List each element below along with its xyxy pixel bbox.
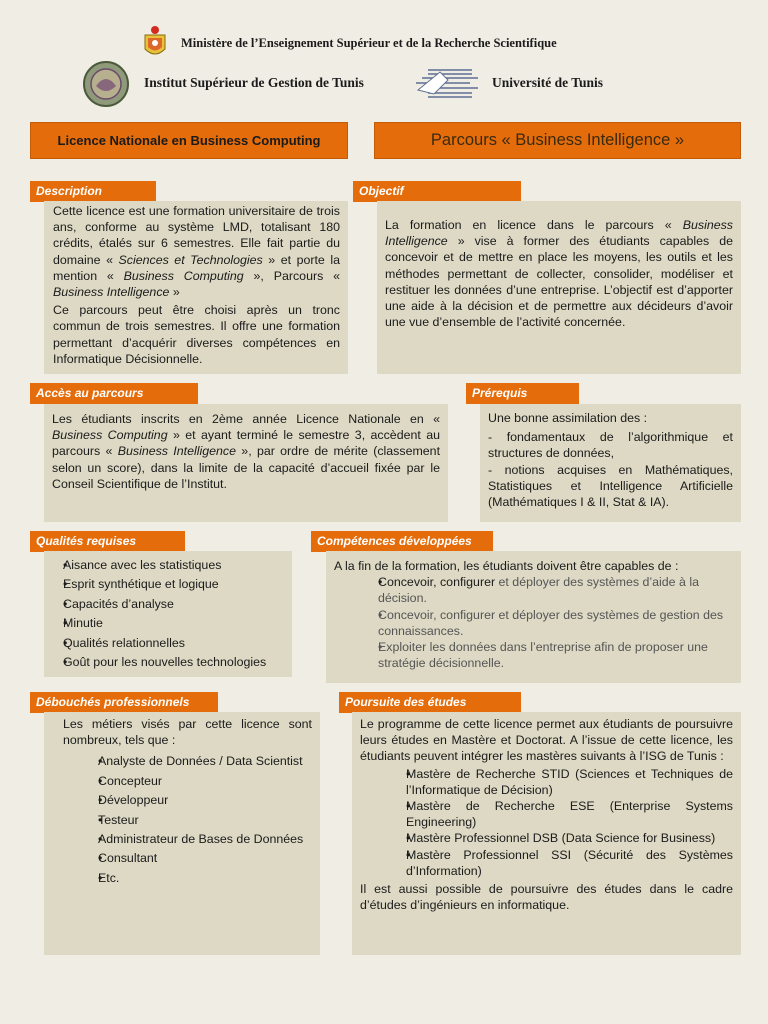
description-box xyxy=(44,201,348,374)
competences-box xyxy=(326,551,741,683)
list-item: • Mastère Professionnel DSB (Data Science for Business) xyxy=(386,830,733,846)
poursuite-outro: Il est aussi possible de poursuivre des études dans le cadre d’études d’ingénieurs en informatique. xyxy=(360,882,733,913)
competences-intro: A la fin de la formation, les étudiants doivent être capables de : xyxy=(334,559,679,573)
acces-tab: Accès au parcours xyxy=(30,383,198,404)
debouches-list xyxy=(75,752,312,888)
ministry-title: Ministère de l’Enseignement Supérieur et de la Recherche Scientifique xyxy=(181,36,557,50)
parcours-banner xyxy=(374,122,741,159)
list-item: • Esprit synthétique et logique xyxy=(51,575,288,594)
list-item: • Analyste de Données / Data Scientist xyxy=(75,752,312,771)
prerequis-tab: Prérequis xyxy=(466,383,579,404)
objectif-tab: Objectif xyxy=(353,181,521,202)
debouches-intro: Les métiers visés par cette licence sont nombreux, tels que : xyxy=(63,717,312,748)
parcours-banner-text: Parcours « Business Intelligence » xyxy=(430,131,685,149)
list-item: • Exploiter les données dans l’entreprise afin de proposer une stratégie décisionnelle. xyxy=(354,639,733,671)
university-name: Université de Tunis xyxy=(492,75,604,90)
competences-list xyxy=(354,574,733,671)
tunisia-emblem-logo xyxy=(142,25,168,61)
description-tab: Description xyxy=(30,181,156,202)
description-paragraph-1: Cette licence est une formation universitaire de trois ans, conforme au système LMD, totalisant 180 crédits, étalés sur 6 semestres. Elle fait partie du domaine « Sciences et Technologies » et porte la mention « Business Computing », Parcours « Business Intelligence » xyxy=(53,204,341,300)
list-item: • Développeur xyxy=(75,791,312,810)
list-item: • Concepteur xyxy=(75,772,312,791)
qualites-box xyxy=(44,551,292,677)
list-item: • Aisance avec les statistiques xyxy=(51,556,288,575)
list-item: • Goût pour les nouvelles technologies xyxy=(51,653,288,672)
list-item: • Mastère de Recherche ESE (Enterprise Systems Engineering) xyxy=(386,798,733,830)
poursuite-intro: Le programme de cette licence permet aux étudiants de poursuivre leurs études en Mastère et Doctorat. A l’issue de cette licence, les étudiants peuvent intégrer les mastères suivants à l’ISG de Tunis : xyxy=(360,717,733,764)
prerequis-item-1: - fondamentaux de l’algorithmique et structures de données, xyxy=(488,430,733,461)
isg-logo xyxy=(82,60,130,108)
list-item: • Concevoir, configurer et déployer des systèmes de gestion des connaissances. xyxy=(354,607,733,639)
list-item: • Mastère Professionnel SSI (Sécurité des Systèmes d’Information) xyxy=(386,847,733,879)
list-item: • Concevoir, configurer et déployer des systèmes d’aide à la décision. xyxy=(354,574,733,606)
qualites-tab: Qualités requises xyxy=(30,531,185,552)
list-item: • Administrateur de Bases de Données xyxy=(75,830,312,849)
poursuite-box xyxy=(352,712,741,955)
licence-banner xyxy=(30,122,348,159)
prerequis-intro: Une bonne assimilation des : xyxy=(488,411,648,425)
list-item: • Testeur xyxy=(75,811,312,830)
list-item: • Qualités relationnelles xyxy=(51,634,288,653)
prerequis-box xyxy=(480,404,741,522)
objectif-box xyxy=(377,201,741,374)
competences-tab: Compétences développées xyxy=(311,531,493,552)
list-item: • Mastère de Recherche STID (Sciences et Techniques de l’Informatique de Décision) xyxy=(386,766,733,798)
institute-name: Institut Supérieur de Gestion de Tunis xyxy=(144,75,364,90)
list-item: • Consultant xyxy=(75,849,312,868)
prerequis-item-2: - notions acquises en Mathématiques, Statistiques et Intelligence Artificielle (Mathématiques I & II, Stat & IA). xyxy=(488,462,733,510)
acces-paragraph: Les étudiants inscrits en 2ème année Licence Nationale en « Business Computing » et ayant terminé le semestre 3, accèdent au parcours « Business Intelligence », par ordre de mérite (classement selon un score), dans la limite de la capacité d’accueil fixée par le Conseil Scientifique de l’Institut. xyxy=(52,412,441,491)
licence-banner-text: Licence Nationale en Business Computing xyxy=(57,133,321,148)
objectif-paragraph: La formation en licence dans le parcours « Business Intelligence » vise à former des étudiants capables de concevoir et de mettre en place les moyens, les outils et les méthodes permettant de collecter, consolider, modéliser et restituer les données d’une entreprise. L’objectif est d’apporter une aide à la décision et de permettre aux décideurs d’avoir une vue d’ensemble de l’activité concernée. xyxy=(385,218,733,330)
list-item: • Etc. xyxy=(75,869,312,888)
list-item: • Capacités d’analyse xyxy=(51,595,288,614)
university-logo xyxy=(412,66,484,100)
acces-box xyxy=(44,404,448,522)
poursuite-tab: Poursuite des études xyxy=(339,692,521,713)
qualites-list xyxy=(51,556,288,672)
debouches-tab: Débouchés professionnels xyxy=(30,692,218,713)
debouches-box xyxy=(44,712,320,955)
description-paragraph-2: Ce parcours peut être choisi après un tronc commun de trois semestres. Il offre une formation permettant d’acquérir diverses compétences en Informatique Décisionnelle. xyxy=(53,303,340,366)
list-item: • Minutie xyxy=(51,614,288,633)
poursuite-list xyxy=(386,766,733,879)
